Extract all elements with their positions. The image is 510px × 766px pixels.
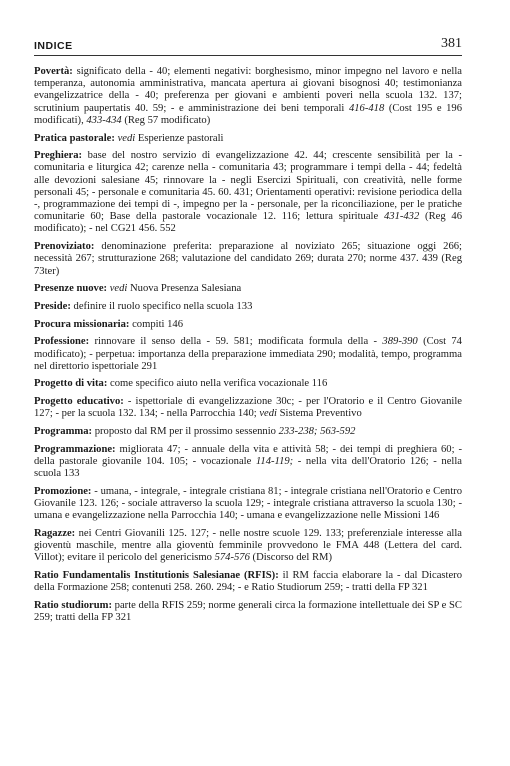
- entry-text: (Discorso del RM): [249, 552, 332, 564]
- entry-text: proposto dal RM per il prossimo sessennio: [92, 426, 279, 438]
- index-term: Ratio studiorum:: [34, 600, 113, 612]
- index-entry: [34, 336, 462, 373]
- index-entry: [34, 378, 462, 390]
- page-header: [34, 36, 462, 56]
- index-term: Programmazione:: [34, 443, 116, 455]
- index-term: Promozione:: [34, 485, 92, 497]
- entry-text: - nella vita dell'Oratorio 126; - nella scuola 133: [34, 455, 462, 480]
- italic-reference: 431-432: [383, 211, 420, 223]
- entry-text: (Reg 46 modificato); - nel CG21 456. 552: [34, 211, 463, 235]
- index-entry: [34, 283, 462, 295]
- italic-reference: 389-390: [382, 336, 418, 348]
- entry-text: - ispettoriale di evangelizzazione 30c; - per l'Oratorio e il Centro Giovanile 127; - per la scuola 132. 134; - nella Parrocchia 140;: [34, 396, 462, 420]
- entry-text: parte della RFIS 259; norme generali circa la formazione intellettuale dei SP e SC 259; tratti della FP 321: [34, 600, 463, 624]
- italic-reference: vedi: [109, 283, 128, 295]
- index-term: Ratio Fundamentalis Institutionis Salesianae (RFIS):: [34, 570, 279, 582]
- italic-reference: vedi: [259, 408, 278, 420]
- index-entry: [34, 570, 462, 594]
- index-entry: [34, 426, 462, 438]
- section-title: INDICE: [34, 40, 73, 52]
- entry-text: Nuova Presenza Salesiana: [127, 283, 242, 295]
- index-term: Progetto di vita:: [34, 378, 108, 390]
- entry-text: il RM faccia elaborare la - dal Dicastero della Formazione 258; contenuti 258. 260. 294; - e Ratio Studiorum 259; - tratti della FP 321: [34, 570, 462, 594]
- index-term: Pratica pastorale:: [34, 132, 115, 144]
- italic-reference: 416-418: [348, 102, 385, 114]
- index-entries: [34, 66, 462, 624]
- index-entry: [34, 600, 462, 624]
- entry-text: - umana, - integrale, - integrale cristiana 81; - integrale cristiana nell'Oratorio e Centro Giovanile 123. 126; - sociale attraverso la scuola 129; - integrale cristiana attraverso la scuola 130; - umana e evangelizzazione nella Parrocchia 140; - umana e evangelizzazione nelle Missioni 146: [34, 485, 462, 522]
- page-number: 381: [441, 36, 462, 51]
- index-entry: [34, 486, 462, 523]
- entry-text: compiti 146: [129, 318, 183, 330]
- entry-text: definire il ruolo specifico nella scuola 133: [70, 300, 253, 312]
- index-term: Preghiera:: [34, 150, 83, 162]
- index-term: Programma:: [34, 426, 93, 438]
- index-entry: [34, 444, 462, 481]
- index-term: Prenoviziato:: [34, 241, 95, 253]
- index-term: Presenze nuove:: [34, 283, 108, 295]
- index-term: Progetto educativo:: [34, 396, 124, 408]
- italic-reference: 114-119;: [255, 455, 294, 467]
- italic-reference: 433-434: [86, 114, 122, 126]
- index-entry: [34, 66, 462, 127]
- index-entry: [34, 133, 462, 145]
- entry-text: Esperienze pastorali: [135, 132, 224, 144]
- entry-text: rinnovare il senso della - 59. 581; modificata formula della -: [89, 336, 383, 348]
- index-entry: [34, 241, 462, 278]
- italic-reference: 233-238; 563-592: [278, 426, 356, 438]
- entry-text: come specifico aiuto nella verifica vocazionale 116: [107, 378, 328, 390]
- italic-reference: vedi: [117, 132, 136, 144]
- entry-text: (Cost 74 modificato); - perpetua: importanza della preparazione immediata 290; modalità, tempo, programma nel direttorio ispettoriale 291: [34, 336, 462, 372]
- index-entry: [34, 319, 462, 331]
- entry-text: significato della - 40; elementi negativi: borghesismo, minor impegno nel lavoro e nella temperanza, autonomia amministrativa, mancata apertura ai giovani bisognosi 40; testimonianza evangelizzatrice della - 40; preferenza per giovani e ambienti poveri nella scuola 132. 137; scrutinium paupertatis 40. 59; - e amministrazione dei beni temporali: [34, 66, 462, 114]
- entry-text: nei Centri Giovanili 125. 127; - nelle nostre scuole 129. 133; preferenziale interesse alla gioventù maschile, mentre alla gioventù femminile provvedono le FMA 448 (Lettera del card. Villot); evitare il pericolo del genericismo: [34, 528, 462, 564]
- entry-text: (Cost 195 e 196 modificati),: [34, 102, 462, 126]
- index-term: Preside:: [34, 300, 71, 312]
- entry-text: Sistema Preventivo: [277, 408, 362, 420]
- index-term: Professione:: [34, 336, 90, 348]
- index-entry: [34, 301, 462, 313]
- entry-text: migliorata 47; - annuale della vita e attività 58; - dei tempi di preghiera 60; - della pastorale giovanile 104. 105; - vocazionale: [34, 443, 462, 467]
- index-term: Povertà:: [34, 66, 73, 77]
- entry-text: (Reg 57 modificato): [121, 114, 211, 126]
- index-term: Ragazze:: [34, 528, 76, 539]
- index-entry: [34, 150, 462, 235]
- index-entry: [34, 396, 462, 420]
- italic-reference: 574-576: [214, 552, 250, 564]
- entry-text: base del nostro servizio di evangelizzazione 42. 44; crescente sensibilità per la - comunitaria e liturgica 42; carenze nella - comunitaria 43; programmare i tempi della - 44; fedeltà alle devozioni salesiane 45; rinnovare la - negli Esercizi Spirituali, con creatività, nelle forme personali 45; - personale e comunitaria 45. 60. 431; Orientamenti operativi: revisione periodica della -, programmazione dei tempi di -, impegno per la - personale, per la riconciliazione, per le pratiche comunitarie 60; Base della pastorale vocazionale 12. 116; lettura spirituale: [34, 150, 462, 223]
- index-entry: [34, 528, 462, 565]
- index-term: Procura missionaria:: [34, 318, 130, 330]
- entry-text: denominazione preferita: preparazione al noviziato 265; situazione oggi 266; necessità 267; strutturazione 268; valutazione del candidato 269; durata 270; norme 437. 439 (Reg 73ter): [34, 241, 462, 277]
